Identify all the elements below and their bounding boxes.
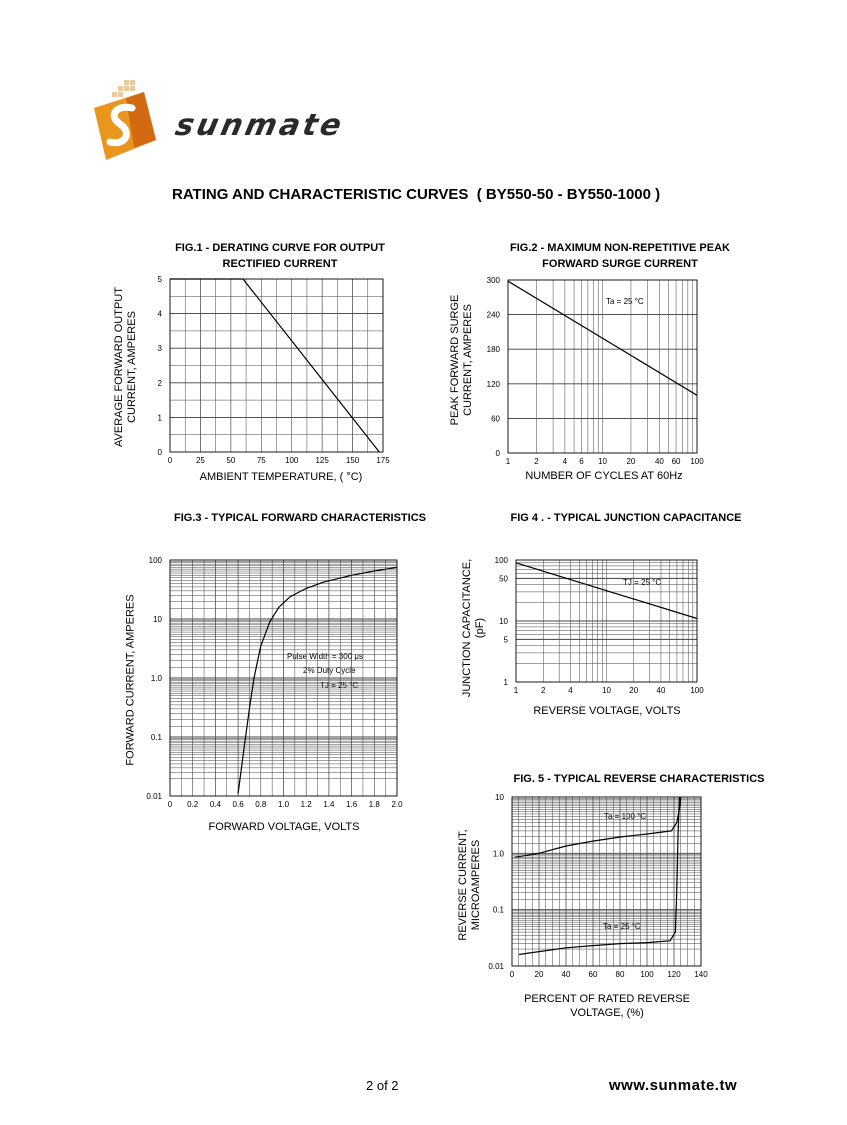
fig1-ytick-label: 1: [157, 413, 162, 423]
fig2-title: FIG.2 - MAXIMUM NON-REPETITIVE PEAK FORWARD SURGE CURRENT: [509, 242, 730, 270]
fig3-xtick-label: 1.8: [368, 800, 380, 809]
fig3-ytick-label: 100: [148, 556, 162, 565]
fig2-xlabel: NUMBER OF CYCLES AT 60Hz: [525, 470, 683, 482]
fig1-ytick-label: 3: [157, 344, 162, 354]
fig5-xtick-label: 80: [615, 970, 625, 979]
fig2-xtick-label: 40: [654, 457, 664, 466]
fig4-ytick-label: 10: [499, 617, 508, 626]
fig3-xtick-label: 0.2: [187, 800, 199, 809]
fig3-xtick-label: 1.0: [277, 800, 290, 809]
fig3-xtick-label: 1.6: [346, 800, 358, 809]
fig5-title: FIG. 5 - TYPICAL REVERSE CHARACTERISTICS: [513, 773, 765, 785]
fig2-ytick-label: 300: [486, 276, 500, 285]
fig4-xtick-label: 1: [513, 686, 519, 695]
fig4-ylabel: JUNCTION CAPACITANCE, (pF): [461, 558, 486, 698]
fig3-xtick-label: 0.4: [209, 800, 221, 809]
fig3-ytick-label: 0.1: [150, 733, 162, 742]
fig1-xtick-label: 50: [226, 456, 236, 465]
fig3-xtick-label: 0.8: [255, 800, 267, 809]
fig5-ytick-label: 0.1: [492, 905, 504, 915]
fig4-xtick-label: 20: [629, 686, 639, 695]
fig1-xtick-label: 125: [315, 456, 329, 465]
fig4-ytick-label: 5: [503, 635, 508, 645]
fig5-xtick-label: 60: [588, 970, 598, 979]
fig4-xtick-label: 4: [568, 686, 573, 695]
website-link[interactable]: www.sunmate.tw: [609, 1077, 738, 1094]
fig4-xtick-label: 10: [602, 686, 611, 695]
fig5-xtick-label: 40: [561, 970, 571, 979]
fig1-ytick-label: 4: [157, 309, 162, 319]
fig2-xtick-label: 10: [598, 457, 607, 466]
fig1-xtick-label: 25: [195, 456, 205, 465]
fig2-ytick-label: 0: [495, 449, 500, 458]
fig3-xtick-label: 0.6: [232, 800, 244, 809]
fig3-annotation-2: 2% Duty Cycle: [299, 666, 359, 675]
fig3-title: FIG.3 - TYPICAL FORWARD CHARACTERISTICS: [174, 512, 426, 524]
fig3-annotation-1: Pulse Width = 300 μs: [283, 652, 367, 661]
fig2-ytick-label: 60: [491, 414, 500, 424]
fig1-xtick-label: 100: [285, 456, 299, 465]
fig1-title: FIG.1 - DERATING CURVE FOR OUTPUT RECTIFIED CURRENT: [175, 242, 385, 270]
fig4-xlabel: REVERSE VOLTAGE, VOLTS: [533, 705, 681, 717]
fig4-annotation: TJ = 25 °C: [619, 578, 665, 587]
fig2-xtick-label: 4: [562, 457, 568, 466]
fig3-xlabel: FORWARD VOLTAGE, VOLTS: [208, 821, 360, 833]
fig5-series-line-0: [515, 797, 681, 857]
fig4-xtick-label: 40: [656, 686, 666, 695]
fig4-ytick-label: 1: [503, 678, 508, 687]
fig2-xtick-label: 6: [579, 457, 584, 466]
fig5-xlabel: PERCENT OF RATED REVERSE VOLTAGE, (%): [524, 993, 690, 1019]
fig2-ylabel: PEAK FORWARD SURGE CURRENT, AMPERES: [449, 294, 474, 426]
fig5-annotation-100c: Ta = 100 °C: [600, 812, 650, 821]
fig3-xtick-label: 0: [167, 800, 173, 809]
brand-name: sunmate: [172, 108, 348, 143]
fig2-annotation: Ta = 25 °C: [602, 297, 648, 306]
fig5-xtick-label: 0: [509, 970, 515, 979]
fig3-ytick-label: 1.0: [150, 674, 162, 683]
fig5-xtick-label: 140: [694, 970, 708, 979]
fig2-xtick-label: 1: [505, 457, 511, 466]
fig2-ytick-label: 120: [486, 379, 500, 389]
fig1-ylabel: AVERAGE FORWARD OUTPUT CURRENT, AMPERES: [113, 287, 138, 447]
fig2-ytick-label: 180: [486, 345, 500, 355]
page-title: RATING AND CHARACTERISTIC CURVES ( BY550-50 - BY550-1000 ): [172, 186, 661, 203]
fig5-xtick-label: 100: [640, 970, 654, 979]
fig2-xtick-label: 20: [626, 457, 636, 466]
fig4-xtick-label: 100: [690, 686, 704, 695]
fig4-ytick-label: 50: [499, 574, 508, 584]
fig4-title: FIG 4 . - TYPICAL JUNCTION CAPACITANCE: [510, 512, 742, 524]
fig3-ylabel: FORWARD CURRENT, AMPERES: [124, 594, 137, 766]
fig1-xtick-label: 150: [345, 456, 360, 465]
fig4-ytick-label: 100: [494, 556, 508, 565]
fig1-ytick-label: 5: [157, 275, 162, 284]
fig3-xtick-label: 1.2: [300, 800, 312, 809]
fig1-ytick-label: 0: [157, 448, 162, 457]
fig3-xtick-label: 1.4: [323, 800, 335, 809]
fig3-xtick-label: 2.0: [391, 800, 403, 809]
fig2-xtick-label: 100: [690, 457, 704, 466]
fig2-xtick-label: 60: [671, 457, 681, 466]
fig5-xtick-label: 120: [667, 970, 681, 979]
page-number: 2 of 2: [366, 1078, 399, 1093]
fig5-ytick-label: 1.0: [492, 849, 504, 859]
fig5-ytick-label: 0.01: [488, 962, 504, 971]
fig1-xlabel: AMBIENT TEMPERATURE, ( °C): [199, 471, 363, 483]
fig1-xtick-label: 75: [256, 456, 266, 465]
fig2-ytick-label: 240: [486, 310, 500, 320]
fig3-ytick-label: 10: [153, 615, 162, 624]
fig5-ylabel: REVERSE CURRENT, MICROAMPERES: [457, 829, 482, 941]
fig5-annotation-25c: Ta = 25 °C: [599, 922, 645, 931]
fig1-xtick-label: 0: [167, 456, 173, 465]
fig5-ytick-label: 10: [495, 793, 504, 802]
fig2-xtick-label: 2: [534, 457, 539, 466]
fig1-ytick-label: 2: [157, 378, 162, 388]
fig1-xtick-label: 175: [376, 456, 390, 465]
fig3-ytick-label: 0.01: [146, 792, 162, 801]
fig5-xtick-label: 20: [534, 970, 544, 979]
fig4-xtick-label: 2: [541, 686, 546, 695]
fig3-annotation-3: TJ = 25 °C: [316, 681, 362, 690]
